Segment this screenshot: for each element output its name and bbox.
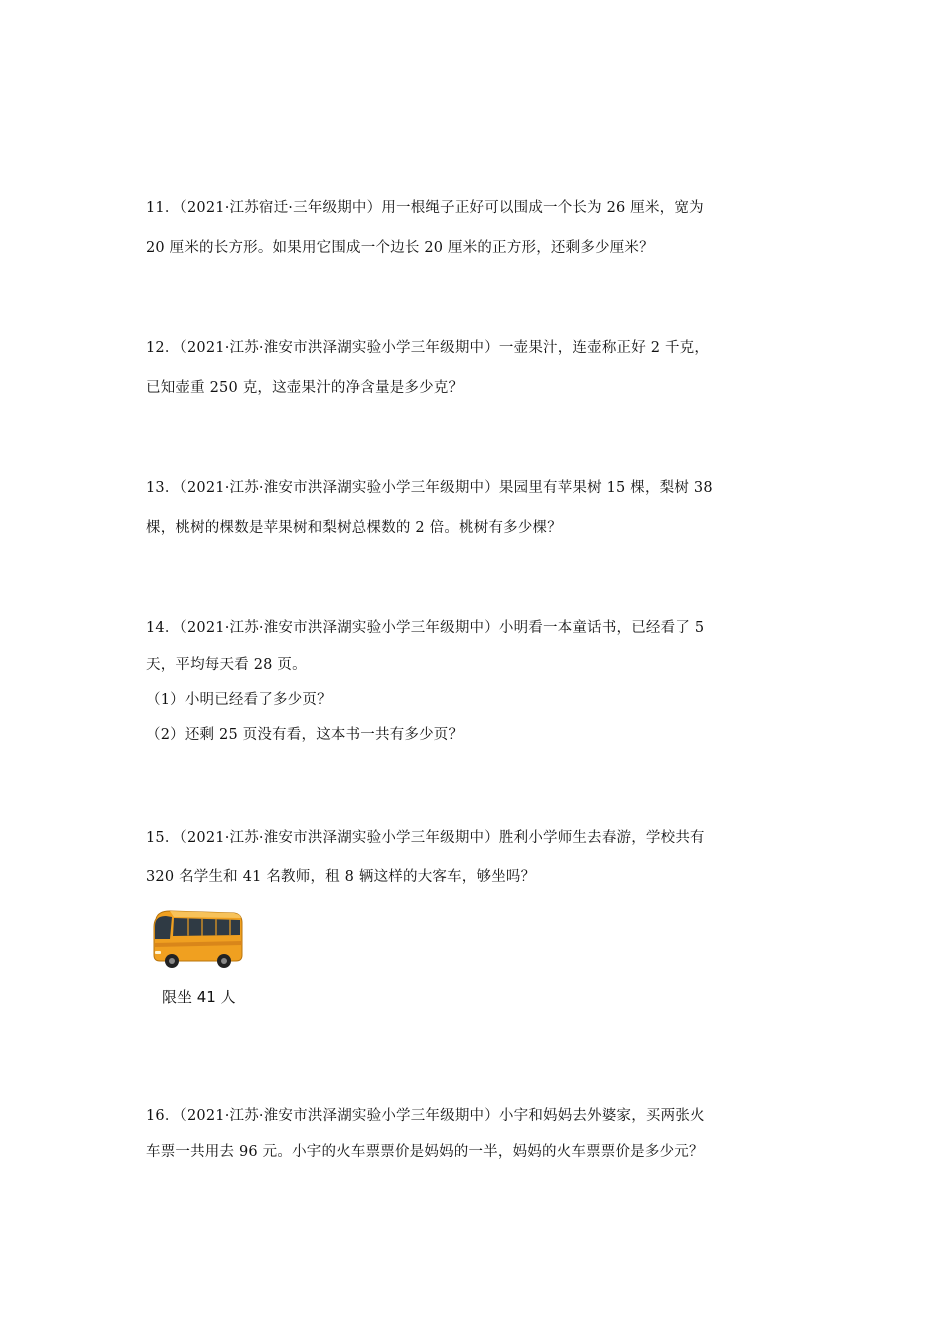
- question-16-line-2: 车票一共用去 96 元。小宇的火车票票价是妈妈的一半，妈妈的火车票票价是多少元？: [146, 1144, 704, 1160]
- question-12-line-2: 已知壶重 250 克，这壶果汁的净含量是多少克？: [146, 380, 464, 396]
- question-14-line-2: 天，平均每天看 28 页。: [146, 657, 307, 673]
- question-15-line-2: 320 名学生和 41 名教师，租 8 辆这样的大客车，够坐吗？: [146, 869, 536, 885]
- question-11-line-2: 20 厘米的长方形。如果用它围成一个边长 20 厘米的正方形，还剩多少厘米？: [146, 240, 654, 256]
- question-12-line-1: 12．（2021·江苏·淮安市洪泽湖实验小学三年级期中）一壶果汁，连壶称正好 2 千克，: [146, 340, 710, 356]
- question-15-line-1: 15．（2021·江苏·淮安市洪泽湖实验小学三年级期中）胜利小学师生去春游，学校共有: [146, 830, 705, 846]
- question-14-sub-1: （1）小明已经看了多少页？: [146, 692, 332, 708]
- question-16-line-1: 16．（2021·江苏·淮安市洪泽湖实验小学三年级期中）小宇和妈妈去外婆家，买两张火: [146, 1108, 705, 1124]
- question-14-line-1: 14．（2021·江苏·淮安市洪泽湖实验小学三年级期中）小明看一本童话书，已经看了 5: [146, 620, 705, 636]
- question-13-line-1: 13．（2021·江苏·淮安市洪泽湖实验小学三年级期中）果园里有苹果树 15 棵，梨树 38: [146, 480, 713, 496]
- bus-figure: [150, 905, 250, 1015]
- question-11-line-1: 11．（2021·江苏宿迁·三年级期中）用一根绳子正好可以围成一个长为 26 厘米，宽为: [146, 200, 704, 216]
- bus-icon: [150, 905, 246, 971]
- question-13-line-2: 棵，桃树的棵数是苹果树和梨树总棵数的 2 倍。桃树有多少棵？: [146, 520, 562, 536]
- question-14-sub-2: （2）还剩 25 页没有看，这本书一共有多少页？: [146, 727, 464, 743]
- bus-capacity-caption: 限坐 41 人: [162, 988, 236, 1006]
